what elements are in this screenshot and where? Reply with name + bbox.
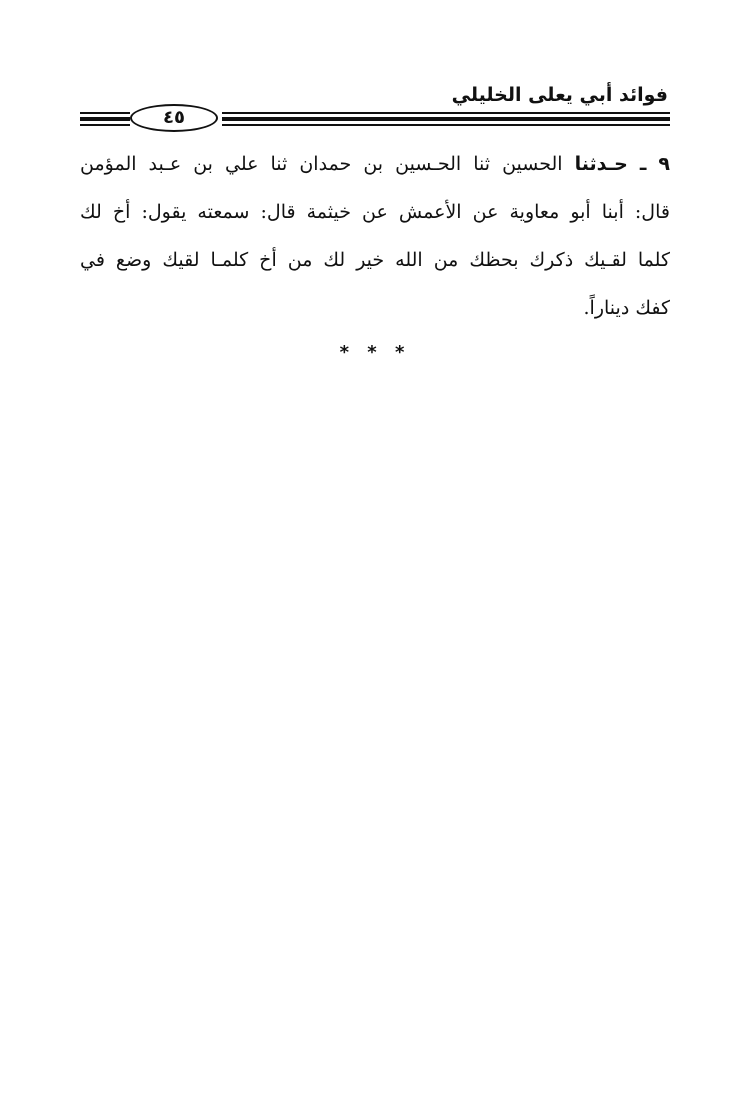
- page-number-text: ٤٥: [163, 107, 185, 128]
- hadith-dash: ـ: [639, 153, 647, 175]
- hadith-number: ٩: [658, 153, 670, 175]
- running-title: فوائد أبي يعلى الخليلي: [451, 84, 668, 106]
- hadith-line-4: كفك ديناراً.: [583, 297, 670, 319]
- hadith-line-2: قال: أبنا أبو معاوية عن الأعمش عن خيثمة قال: سمعته يقول: أخ لك: [80, 201, 670, 223]
- hadith-line-1-rest: الحسين ثنا الحـسين بن حمدان ثنا علي بن عـبد المؤمن: [80, 153, 563, 175]
- hadith-line-1: [80, 140, 670, 188]
- rule-right: [222, 112, 670, 126]
- hadith-line-3: كلما لقـيك ذكرك بحظك من الله خير لك من أخ كلمـا لقيك وضع في: [80, 249, 670, 271]
- rule-left: [80, 112, 130, 126]
- hadith-opening-word: حـدثنا: [574, 153, 628, 175]
- header-rule: [80, 104, 670, 134]
- hadith-text: [80, 140, 670, 332]
- section-divider: * * *: [339, 342, 411, 363]
- page-number: [130, 104, 218, 132]
